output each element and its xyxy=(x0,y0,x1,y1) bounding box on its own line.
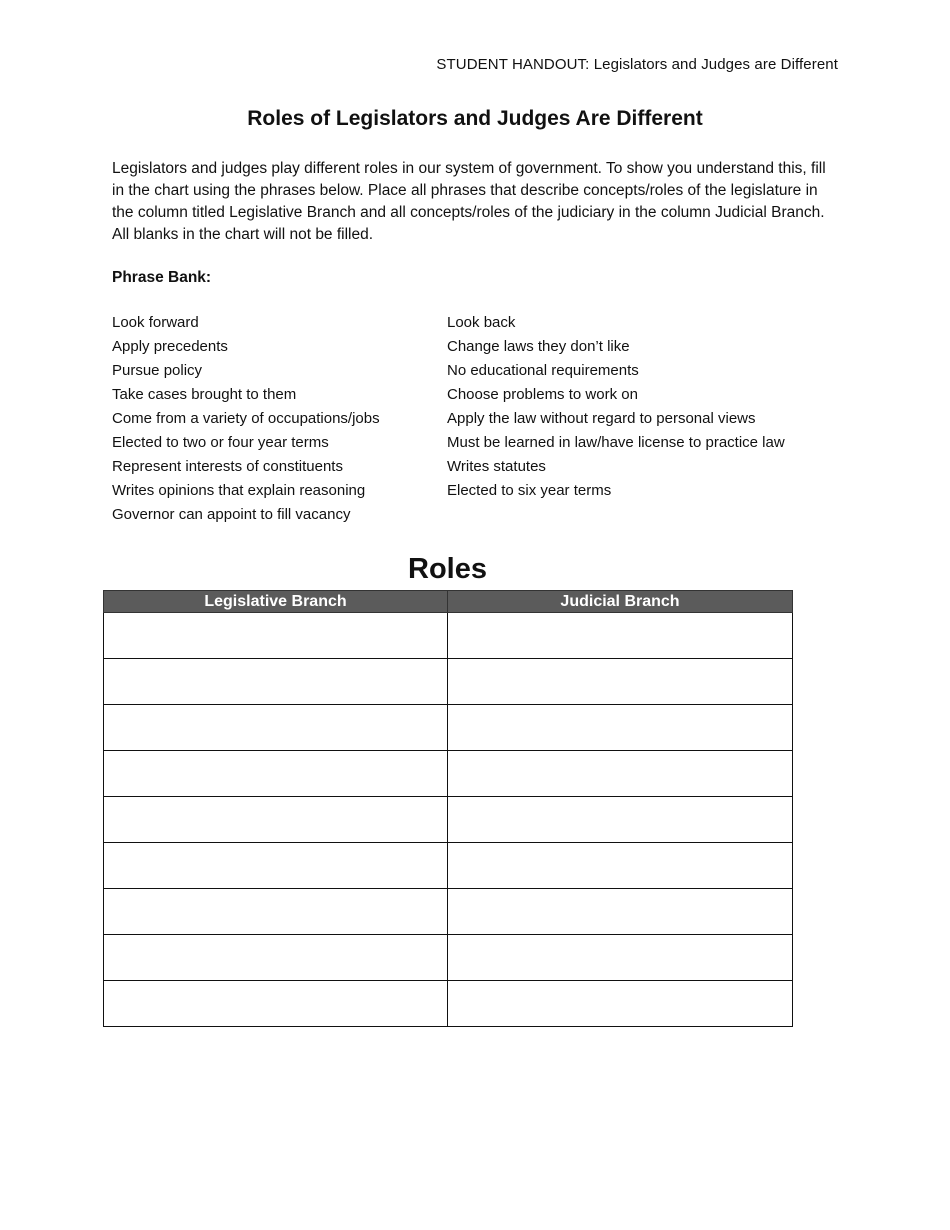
phrase-item: Change laws they don’t like xyxy=(447,338,630,355)
legislative-branch-header: Legislative Branch xyxy=(104,591,448,613)
roles-table-header-row xyxy=(104,591,793,613)
judicial-cell[interactable] xyxy=(448,797,793,843)
phrase-item: Writes opinions that explain reasoning xyxy=(112,482,366,499)
judicial-cell[interactable] xyxy=(448,843,793,889)
phrase-bank-heading: Phrase Bank: xyxy=(112,269,212,286)
table-row xyxy=(104,889,793,935)
roles-table xyxy=(103,590,793,1027)
table-row xyxy=(104,935,793,981)
judicial-cell[interactable] xyxy=(448,613,793,659)
phrase-item: Writes statutes xyxy=(447,458,546,475)
phrase-item: Pursue policy xyxy=(112,362,203,379)
legislative-cell[interactable] xyxy=(104,705,448,751)
legislative-cell[interactable] xyxy=(104,889,448,935)
phrase-item: Apply precedents xyxy=(112,338,228,355)
phrase-item: Elected to two or four year terms xyxy=(112,434,329,451)
phrase-item: Represent interests of constituents xyxy=(112,458,343,475)
phrase-item: Look forward xyxy=(112,314,199,331)
phrase-item: Apply the law without regard to personal views xyxy=(447,410,756,427)
table-row xyxy=(104,981,793,1027)
table-row xyxy=(104,659,793,705)
table-row xyxy=(104,797,793,843)
phrase-item: Must be learned in law/have license to practice law xyxy=(447,434,785,451)
phrase-item: No educational requirements xyxy=(447,362,639,379)
judicial-branch-header: Judicial Branch xyxy=(448,591,793,613)
phrase-item: Come from a variety of occupations/jobs xyxy=(112,410,380,427)
judicial-cell[interactable] xyxy=(448,751,793,797)
table-row xyxy=(104,843,793,889)
roles-table-title: Roles xyxy=(408,553,487,585)
legislative-cell[interactable] xyxy=(104,981,448,1027)
phrase-bank-left-column xyxy=(112,313,380,529)
phrase-item: Elected to six year terms xyxy=(447,482,612,499)
judicial-cell[interactable] xyxy=(448,705,793,751)
legislative-cell[interactable] xyxy=(104,797,448,843)
phrase-bank-right-column xyxy=(447,313,785,505)
table-row xyxy=(104,751,793,797)
intro-paragraph: Legislators and judges play different roles in our system of government. To show you understand this, fill in the chart using the phrases below. Place all phrases that describe concepts/roles of the legislature in the column titled Legislative Branch and all concepts/roles of the judiciary in the column Judicial Branch. All blanks in the chart will not be filled. xyxy=(112,160,826,243)
table-row xyxy=(104,705,793,751)
legislative-cell[interactable] xyxy=(104,843,448,889)
legislative-cell[interactable] xyxy=(104,751,448,797)
legislative-cell[interactable] xyxy=(104,613,448,659)
table-row xyxy=(104,613,793,659)
legislative-cell[interactable] xyxy=(104,659,448,705)
judicial-cell[interactable] xyxy=(448,981,793,1027)
page-title: Roles of Legislators and Judges Are Different xyxy=(247,107,703,130)
judicial-cell[interactable] xyxy=(448,935,793,981)
legislative-cell[interactable] xyxy=(104,935,448,981)
judicial-cell[interactable] xyxy=(448,889,793,935)
phrase-item: Governor can appoint to fill vacancy xyxy=(112,506,351,523)
phrase-item: Look back xyxy=(447,314,516,331)
judicial-cell[interactable] xyxy=(448,659,793,705)
phrase-item: Take cases brought to them xyxy=(112,386,297,403)
phrase-item: Choose problems to work on xyxy=(447,386,638,403)
header-note: STUDENT HANDOUT: Legislators and Judges are Different xyxy=(436,56,838,73)
